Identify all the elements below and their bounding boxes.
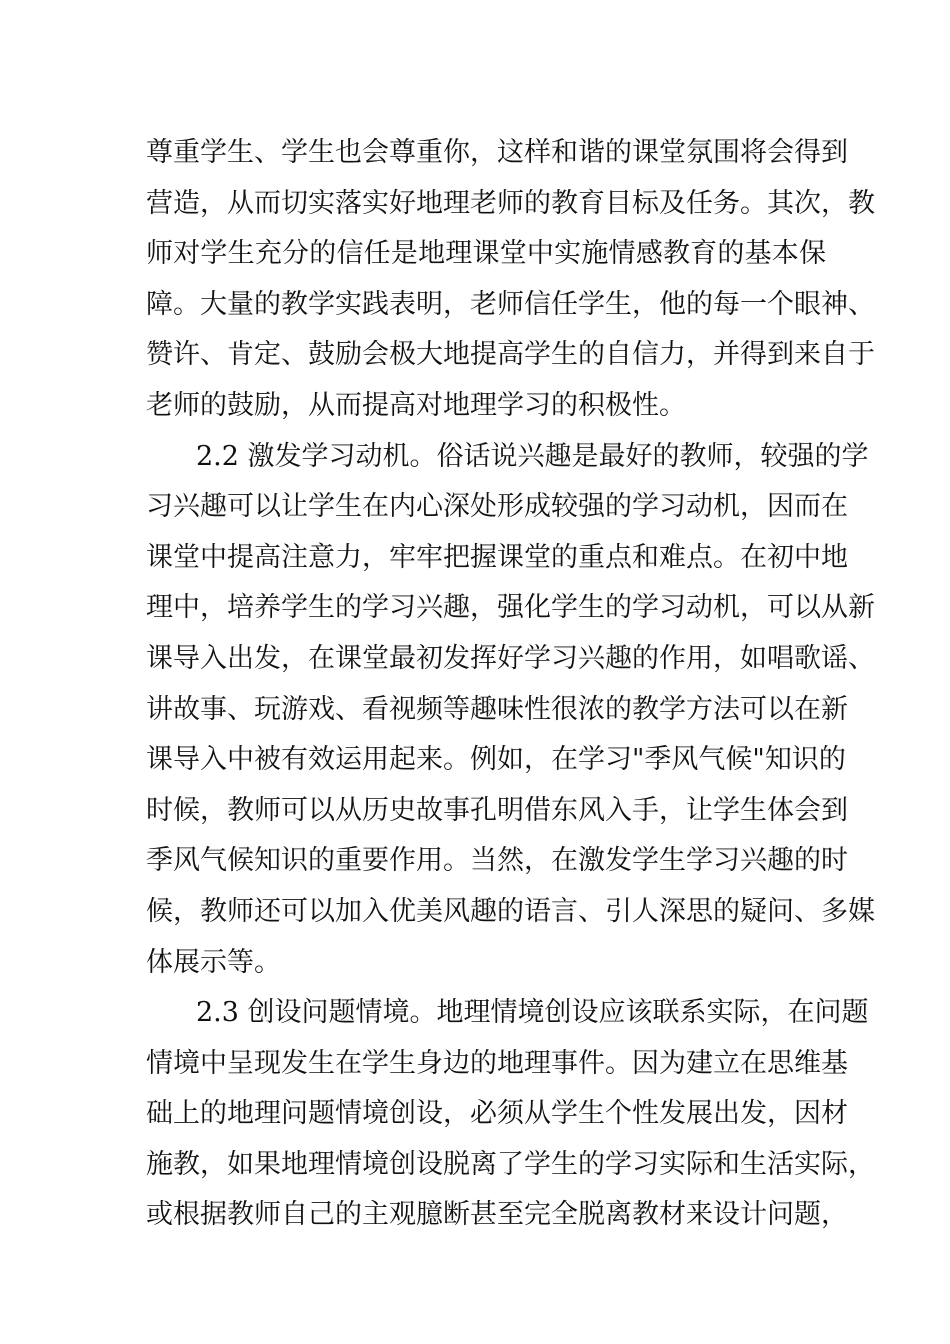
text-line: 时候，教师可以从历史故事孔明借东风入手，让学生体会到 bbox=[146, 794, 848, 826]
text-line: 2.3 创设问题情境。地理情境创设应该联系实际，在问题 bbox=[196, 997, 869, 1029]
text-line: 季风气候知识的重要作用。当然，在激发学生学习兴趣的时 bbox=[146, 845, 848, 877]
text-line: 讲故事、玩游戏、看视频等趣味性很浓的教学方法可以在新 bbox=[146, 693, 848, 725]
body-text bbox=[146, 128, 875, 1241]
text-line: 候，教师还可以加入优美风趣的语言、引人深思的疑问、多媒 bbox=[146, 895, 875, 927]
text-line: 理中，培养学生的学习兴趣，强化学生的学习动机，可以从新 bbox=[146, 592, 875, 624]
text-line: 课导入出发，在课堂最初发挥好学习兴趣的作用，如唱歌谣、 bbox=[146, 642, 875, 674]
text-line: 障。大量的教学实践表明，老师信任学生，他的每一个眼神、 bbox=[146, 288, 875, 320]
text-line: 习兴趣可以让学生在内心深处形成较强的学习动机，因而在 bbox=[146, 491, 848, 523]
text-line: 师对学生充分的信任是地理课堂中实施情感教育的基本保 bbox=[146, 238, 826, 270]
text-line: 体展示等。 bbox=[146, 946, 281, 978]
text-line: 营造，从而切实落实好地理老师的教育目标及任务。其次，教 bbox=[146, 187, 875, 219]
text-line: 2.2 激发学习动机。俗话说兴趣是最好的教师，较强的学 bbox=[196, 440, 869, 472]
text-line: 老师的鼓励，从而提高对地理学习的积极性。 bbox=[146, 389, 686, 421]
text-line: 础上的地理问题情境创设，必须从学生个性发展出发，因材 bbox=[146, 1098, 848, 1130]
text-line: 赞许、肯定、鼓励会极大地提高学生的自信力，并得到来自于 bbox=[146, 339, 875, 371]
text-line: 课导入中被有效运用起来。例如，在学习"季风气候"知识的 bbox=[146, 744, 846, 776]
text-line: 情境中呈现发生在学生身边的地理事件。因为建立在思维基 bbox=[146, 1047, 848, 1079]
text-line: 或根据教师自己的主观臆断甚至完全脱离教材来设计问题， bbox=[146, 1199, 848, 1231]
text-line: 尊重学生、学生也会尊重你，这样和谐的课堂氛围将会得到 bbox=[146, 137, 848, 168]
text-line: 课堂中提高注意力，牢牢把握课堂的重点和难点。在初中地 bbox=[146, 541, 848, 573]
text-line: 施教，如果地理情境创设脱离了学生的学习实际和生活实际， bbox=[146, 1148, 875, 1180]
